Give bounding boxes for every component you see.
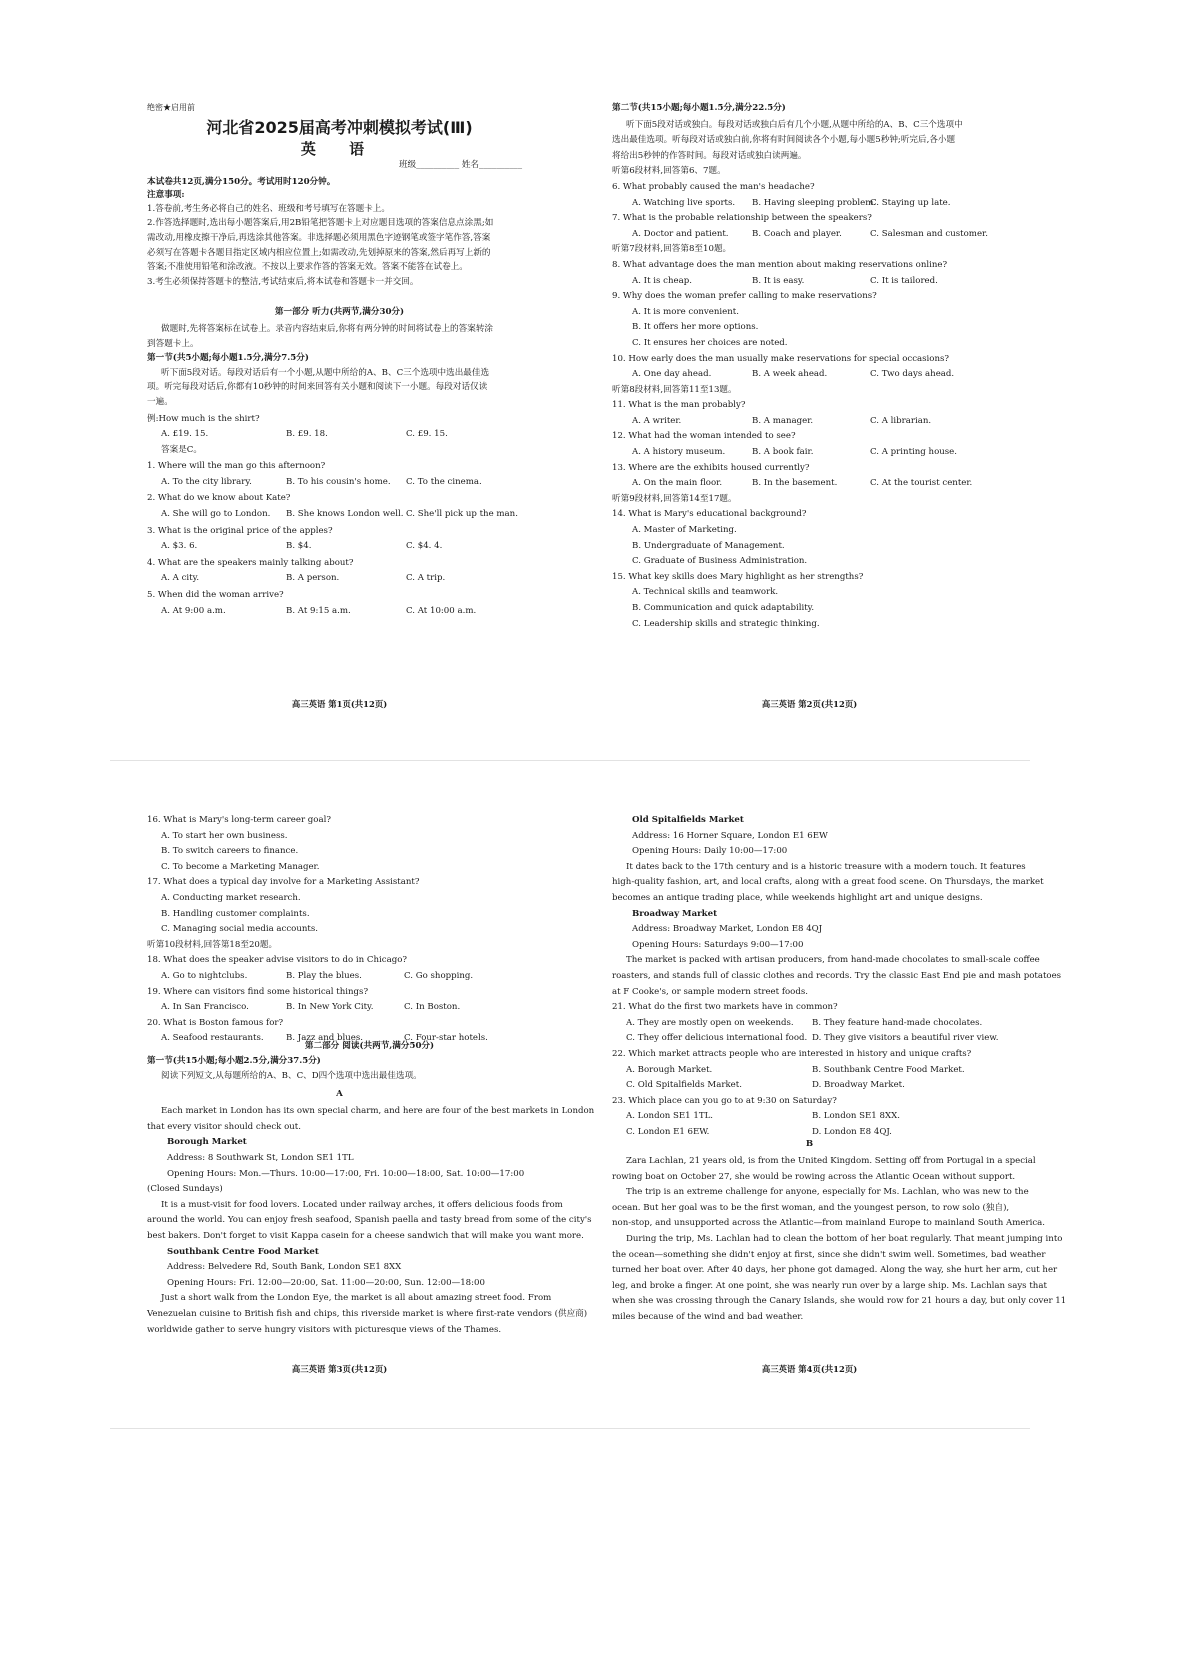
passage-line: high-quality fashion, art, and local crafts, along with a great food scene. On Thursdays, the market	[612, 877, 1044, 888]
question-4	[147, 559, 532, 583]
passage-line: best bakers. Don't forget to visit Kappa casein for a cheese sandwich that will make you want more.	[147, 1231, 584, 1242]
market-hours: (Closed Sundays)	[147, 1184, 223, 1195]
option: C. To become a Marketing Manager.	[161, 861, 320, 872]
question-options	[147, 542, 532, 551]
question-text: 8. What advantage does the man mention about making reservations online?	[612, 259, 948, 270]
option: A. London SE1 1TL.	[626, 1111, 714, 1122]
passage-line: turned her boat over. After 40 days, her phone got damaged. Along the way, she hurt her arm, cut her	[612, 1265, 1058, 1276]
passage-line: becomes an antique trading place, while weekends highlight art and unique designs.	[612, 892, 983, 903]
option: B. Communication and quick adaptability.	[632, 603, 815, 613]
option: A. $3. 6.	[161, 541, 198, 552]
option: B. In the basement.	[752, 478, 838, 489]
market-hours: Opening Hours: Daily 10:00—17:00	[632, 846, 788, 857]
market-hours: Opening Hours: Mon.—Thurs. 10:00—17:00, Fri. 10:00—18:00, Sat. 10:00—17:00	[167, 1168, 525, 1179]
passage-line: worldwide gather to serve hungry visitors with picturesque views of the Thames.	[147, 1324, 502, 1335]
passage-line: ocean. But her goal was to be the first woman, and the youngest person, to row solo (独自),	[612, 1202, 1010, 1213]
question-options	[612, 1112, 1007, 1121]
market-address: Address: 16 Horner Square, London E1 6EW	[632, 830, 828, 841]
option: C. Salesman and customer.	[870, 228, 988, 239]
question-options	[612, 370, 1007, 379]
material-instruction: 听第10段材料,回答第18至20题。	[147, 939, 278, 950]
exam-intro: 本试卷共12页,满分150分。考试用时120分钟。	[147, 176, 336, 187]
class-name-label: 班级__________ 姓名__________	[398, 160, 522, 170]
option: A. In San Francisco.	[161, 1002, 249, 1013]
option: B. Play the blues.	[286, 970, 362, 981]
question-options	[612, 1019, 1007, 1028]
option: B. It offers her more options.	[632, 322, 759, 333]
option: B. Jazz and blues.	[286, 1033, 364, 1044]
option: A. Go to nightclubs.	[161, 970, 248, 981]
option: A. Technical skills and teamwork.	[632, 587, 779, 598]
market-name: Southbank Centre Food Market	[167, 1246, 319, 1257]
section1-intro-line: 项。听完每段对话后,你都有10秒钟的时间来回答有关小题和阅读下一小题。每段对话仅读	[147, 382, 488, 393]
option: B. A manager.	[752, 415, 814, 426]
option: A. Borough Market.	[626, 1064, 713, 1075]
option: A. A history museum.	[632, 447, 726, 458]
question-text: 16. What is Mary's long-term career goal?	[147, 815, 331, 825]
section2-intro-line: 选出最佳选项。听每段对话或独白前,你将有时间阅读各个小题,每小题5秒钟;听完后,各小题	[612, 135, 956, 146]
question-text: 20. What is Boston famous for?	[147, 1017, 284, 1028]
note-line: 必须写在答题卡各题目指定区域内相应位置上;如需改动,先划掉原来的答案,然后再写上新的	[147, 247, 491, 258]
passage-line: around the world. You can enjoy fresh seafood, Spanish paella and tasty bread from some of the city's	[147, 1215, 592, 1226]
option: C. It is tailored.	[870, 275, 938, 286]
market-address: Address: 8 Southwark St, London SE1 1TL	[167, 1153, 354, 1164]
question-3	[147, 527, 532, 551]
passage-line: that every visitor should check out.	[147, 1121, 301, 1132]
option: A. At 9:00 a.m.	[161, 605, 226, 616]
option: B. At 9:15 a.m.	[286, 605, 351, 616]
section1-heading: 第一节(共5小题;每小题1.5分,满分7.5分)	[147, 353, 309, 364]
passage-line: rowing boat on October 27, she would be rowing across the Atlantic Ocean without support.	[612, 1171, 1016, 1182]
page-footer: 高三英语 第2页(共12页)	[761, 699, 858, 709]
question-text: 2. What do we know about Kate?	[147, 493, 291, 504]
subject-title: 英 语	[300, 140, 379, 158]
example-options	[147, 430, 532, 439]
material-instruction: 听第6段材料,回答第6、7题。	[612, 166, 726, 177]
question-text: 10. How early does the man usually make reservations for special occasions?	[612, 353, 950, 364]
part1-intro-line: 到答题卡上。	[147, 338, 199, 349]
option: A. Watching live sports.	[632, 197, 736, 208]
option: A. £19. 15.	[161, 429, 209, 440]
option: B. A book fair.	[752, 447, 814, 458]
option: A. Doctor and patient.	[632, 228, 729, 239]
option: A. One day ahead.	[632, 369, 712, 380]
option: B. $4.	[286, 541, 312, 552]
option: C. £9. 15.	[406, 429, 448, 440]
question-text: 3. What is the original price of the apples?	[147, 525, 333, 536]
passage-line: at F Cooke's, or sample modern street foods.	[612, 986, 809, 997]
passage-line: roasters, and stands full of classic clothes and records. Try the classic East End pie and mash potatoes	[612, 970, 1062, 981]
question-options	[612, 199, 1007, 208]
passage-letter: B	[805, 1139, 814, 1150]
note-line: 答案;不准使用铅笔和涂改液。不按以上要求作答的答案无效。答案不能答在试卷上。	[147, 262, 468, 273]
example-answer: 答案是C。	[161, 444, 202, 455]
market-name: Borough Market	[167, 1137, 247, 1148]
option: A. Conducting market research.	[161, 892, 301, 903]
option: C. Staying up late.	[870, 197, 951, 208]
question-text: 17. What does a typical day involve for a Marketing Assistant?	[147, 877, 420, 888]
section2-heading: 第二节(共15小题;每小题1.5分,满分22.5分)	[612, 103, 786, 113]
option: B. They feature hand-made chocolates.	[812, 1017, 983, 1028]
option: C. Go shopping.	[404, 970, 474, 981]
option: C. A librarian.	[870, 415, 932, 426]
option: D. London E8 4QJ.	[812, 1126, 892, 1137]
option: B. In New York City.	[286, 1002, 374, 1013]
option: C. $4. 4.	[406, 541, 443, 552]
option: B. Southbank Centre Food Market.	[812, 1064, 965, 1075]
note-line: 3.考生必须保持答题卡的整洁,考试结束后,将本试卷和答题卡一并交回。	[147, 276, 419, 287]
question-options	[147, 574, 532, 583]
material-instruction: 听第7段材料,回答第8至10题。	[612, 244, 732, 255]
question-text: 11. What is the man probably?	[612, 400, 746, 411]
question-text: 14. What is Mary's educational background?	[612, 509, 807, 520]
market-address: Address: Belvedere Rd, South Bank, London SE1 8XX	[167, 1262, 402, 1273]
question-text: 4. What are the speakers mainly talking about?	[147, 557, 354, 568]
option: B. She knows London well.	[286, 509, 404, 520]
question-text: 15. What key skills does Mary highlight as her strengths?	[612, 571, 864, 582]
option: B. Having sleeping problem.	[752, 197, 877, 208]
option: A. A writer.	[632, 415, 682, 426]
question-options	[612, 448, 1007, 457]
passage-line: The trip is an extreme challenge for anyone, especially for Ms. Lachlan, who was new to the	[626, 1187, 1029, 1198]
page-divider	[110, 1428, 1030, 1429]
question-options	[147, 607, 532, 616]
passage-line: During the trip, Ms. Lachlan had to clean the bottom of her boat regularly. That meant jumping into	[626, 1234, 1063, 1245]
question-options	[612, 1034, 1007, 1043]
passage-line: Each market in London has its own special charm, and here are four of the best markets in London	[161, 1106, 595, 1117]
option: C. A printing house.	[870, 447, 958, 458]
question-text: 6. What probably caused the man's headache?	[612, 181, 815, 192]
option: C. Two days ahead.	[870, 369, 955, 380]
question-options	[612, 1081, 1007, 1090]
question-2	[147, 494, 532, 518]
question-options	[147, 972, 532, 981]
question-1	[147, 462, 532, 486]
option: C. Old Spitalfields Market.	[626, 1080, 742, 1091]
page-4	[612, 815, 1067, 1322]
option: B. Handling customer complaints.	[161, 908, 310, 919]
option: C. They offer delicious international food.	[626, 1033, 808, 1044]
question-text: 13. Where are the exhibits housed currently?	[612, 462, 810, 473]
section1-intro-line: 听下面5段对话。每段对话后有一个小题,从题中所给的A、B、C三个选项中选出最佳选	[161, 367, 490, 378]
question-5	[147, 591, 532, 615]
option: C. A trip.	[406, 573, 446, 584]
question-text: 21. What do the first two markets have in common?	[612, 1002, 838, 1013]
question-text: 9. Why does the woman prefer calling to make reservations?	[612, 291, 877, 302]
section2-intro-line: 将给出5秒钟的作答时间。每段对话或独白读两遍。	[612, 150, 807, 161]
page-2	[612, 104, 1007, 628]
notes-title: 注意事项:	[147, 190, 185, 201]
page-footer: 高三英语 第3页(共12页)	[291, 1364, 388, 1374]
passage-line: Just a short walk from the London Eye, the market is all about amazing street food. From	[161, 1293, 552, 1304]
option: A. To the city library.	[161, 476, 252, 487]
part1-heading: 第一部分 听力(共两节,满分30分)	[274, 307, 405, 318]
passage-line: the ocean—something she didn't enjoy at first, since she didn't swim well. Sometimes, bad weather	[612, 1249, 1046, 1260]
passage-line: when she was crossing through the Canary Islands, she would row for 21 hours a day, but only cover 11	[612, 1296, 1067, 1307]
confidential-mark: 绝密★启用前	[147, 103, 195, 112]
example-question: 例:How much is the shirt?	[147, 413, 260, 424]
question-options	[612, 277, 1007, 286]
passage-line: It is a must-visit for food lovers. Located under railway arches, it offers delicious foods from	[161, 1199, 563, 1210]
market-name: Broadway Market	[632, 908, 718, 919]
option: C. She'll pick up the man.	[406, 509, 518, 520]
option: B. £9. 18.	[286, 429, 328, 440]
question-text: 23. Which place can you go to at 9:30 on Saturday?	[612, 1095, 837, 1106]
option: B. A person.	[286, 573, 340, 584]
part1-intro-line: 做题时,先将答案标在试卷上。录音内容结束后,你将有两分钟的时间将试卷上的答案转涂	[161, 323, 494, 334]
option: C. At the tourist center.	[870, 478, 973, 489]
section2-intro-line: 听下面5段对话或独白。每段对话或独白后有几个小题,从题中所给的A、B、C三个选项中	[626, 119, 963, 130]
option: A. Seafood restaurants.	[161, 1033, 264, 1044]
option: C. Managing social media accounts.	[161, 924, 319, 935]
question-options	[612, 479, 1007, 488]
page-3	[147, 815, 595, 1335]
question-options	[612, 230, 1007, 239]
question-options	[612, 1066, 1007, 1075]
page-footer: 高三英语 第1页(共12页)	[291, 699, 388, 709]
option: A. On the main floor.	[632, 478, 723, 489]
reading-section1-heading: 第一节(共15小题;每小题2.5分,满分37.5分)	[147, 1055, 321, 1066]
option: A. It is more convenient.	[632, 306, 739, 317]
market-name: Old Spitalfields Market	[632, 815, 744, 825]
passage-line: leg, and broke a finger. At one point, she was nearly run over by a large ship. Ms. Lachlan says that	[612, 1280, 1047, 1291]
option: A. They are mostly open on weekends.	[626, 1017, 794, 1028]
question-text: 7. What is the probable relationship between the speakers?	[612, 213, 872, 224]
option: C. To the cinema.	[406, 476, 482, 487]
option: A. She will go to London.	[161, 509, 271, 520]
market-hours: Opening Hours: Fri. 12:00—20:00, Sat. 11:00—20:00, Sun. 12:00—18:00	[167, 1277, 485, 1288]
exam-title: 河北省2025届高考冲刺模拟考试(Ⅲ)	[206, 118, 473, 137]
question-text: 5. When did the woman arrive?	[147, 590, 284, 601]
passage-line: It dates back to the 17th century and is a historic treasure with a modern touch. It features	[626, 861, 1026, 872]
option: C. Graduate of Business Administration.	[632, 556, 808, 567]
question-options	[147, 478, 532, 487]
option: D. Broadway Market.	[812, 1080, 905, 1091]
option: B. To his cousin's home.	[286, 476, 391, 487]
section1-intro-line: 一遍。	[147, 396, 173, 407]
question-options	[147, 510, 532, 519]
notes-list	[147, 205, 532, 287]
option: A. Master of Marketing.	[632, 525, 737, 536]
option: A. To start her own business.	[161, 830, 288, 841]
market-address: Address: Broadway Market, London E8 4QJ	[632, 924, 823, 935]
question-options	[612, 417, 1007, 426]
option: B. A week ahead.	[752, 369, 828, 380]
option: C. Leadership skills and strategic thinking.	[632, 618, 820, 629]
option: C. Four-star hotels.	[404, 1033, 488, 1044]
question-options	[612, 1128, 1007, 1137]
passage-line: miles because of the wind and bad weather.	[612, 1312, 804, 1322]
option: B. It is easy.	[752, 275, 805, 286]
option: C. At 10:00 a.m.	[406, 605, 477, 616]
option: B. To switch careers to finance.	[161, 846, 299, 857]
note-line: 2.作答选择题时,选出每小题答案后,用2B铅笔把答题卡上对应题目选项的答案信息点涂黑;如	[147, 218, 494, 229]
question-text: 12. What had the woman intended to see?	[612, 431, 796, 442]
reading-instruction: 阅读下列短文,从每题所给的A、B、C、D四个选项中选出最佳选项。	[161, 1071, 422, 1082]
material-instruction: 听第8段材料,回答第11至13题。	[612, 384, 737, 395]
option: B. Coach and player.	[752, 228, 842, 239]
option: B. London SE1 8XX.	[812, 1111, 900, 1122]
note-line: 1.答卷前,考生务必将自己的姓名、班级和考号填写在答题卡上。	[147, 203, 390, 214]
option: C. London E1 6EW.	[626, 1126, 710, 1137]
question-text: 19. Where can visitors find some historical things?	[147, 986, 369, 997]
passage-line: Venezuelan cuisine to British fish and chips, this riverside market is where first-rate vendors (供应商)	[147, 1309, 588, 1319]
material-instruction: 听第9段材料,回答第14至17题。	[612, 493, 737, 504]
question-text: 22. Which market attracts people who are interested in history and unique crafts?	[612, 1048, 972, 1059]
option: D. They give visitors a beautiful river view.	[812, 1033, 999, 1044]
question-options	[147, 1003, 532, 1012]
page-footer: 高三英语 第4页(共12页)	[761, 1364, 858, 1374]
passage-line: Zara Lachlan, 21 years old, is from the United Kingdom. Setting off from Portugal in a special	[626, 1156, 1036, 1167]
passage-line: non-stop, and unsupported across the Atlantic—from mainland Europe to mainland South America.	[612, 1218, 1045, 1229]
passage-letter: A	[336, 1088, 343, 1099]
passage-line: The market is packed with artisan producers, from hand-made chocolates to small-scale coffee	[626, 955, 1040, 966]
option: C. In Boston.	[404, 1002, 461, 1013]
market-hours: Opening Hours: Saturdays 9:00—17:00	[632, 939, 804, 950]
option: B. Undergraduate of Management.	[632, 540, 785, 551]
option: A. It is cheap.	[632, 275, 692, 286]
page-1	[147, 104, 532, 615]
note-line: 需改动,用橡皮擦干净后,再选涂其他答案。非选择题必须用黑色字迹钢笔或签字笔作答,答案	[147, 232, 491, 243]
option: C. It ensures her choices are noted.	[632, 337, 788, 348]
option: A. A city.	[161, 573, 200, 584]
part2-heading: 第二部分 阅读(共两节,满分50分)	[304, 1040, 435, 1051]
page-divider	[110, 760, 1030, 761]
question-text: 1. Where will the man go this afternoon?	[147, 461, 326, 472]
question-text: 18. What does the speaker advise visitors to do in Chicago?	[147, 955, 407, 966]
